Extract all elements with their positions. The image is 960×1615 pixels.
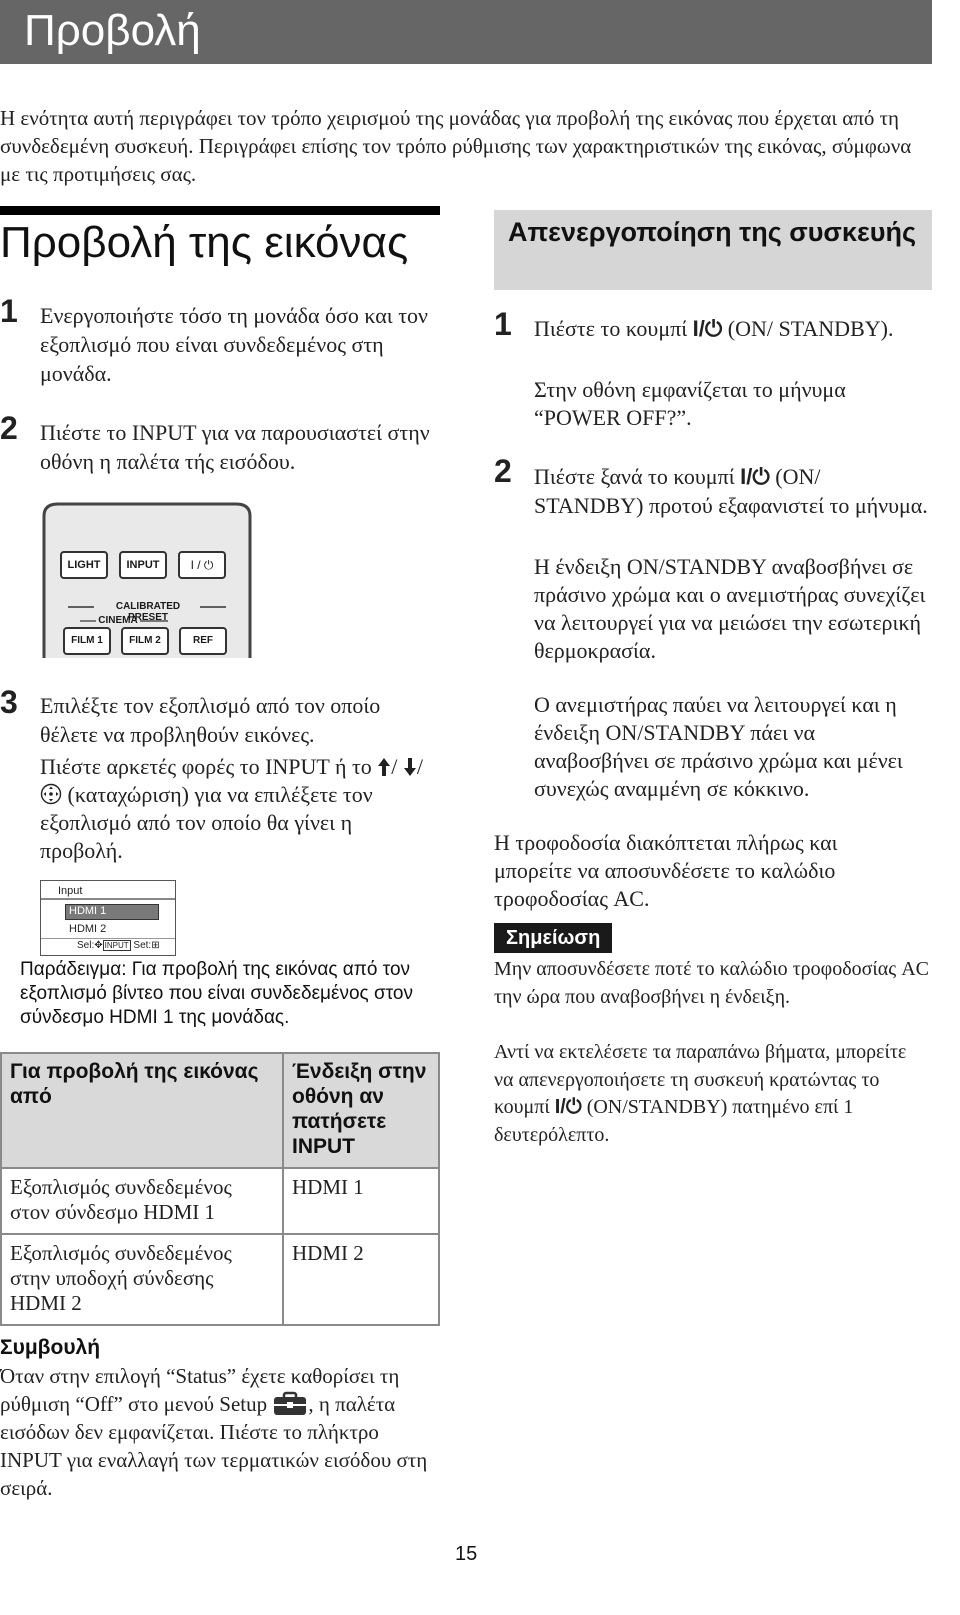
tip-text-a: Όταν στην επιλογή “Status” έχετε καθορίσει τη ρύθμιση “Off” στο μενού Setup [0,1364,400,1416]
step-number: 2 [0,410,18,446]
arrow-down-icon [403,757,417,777]
right-step2-text-b: (ON/ STANDBY) προτού εξαφανιστεί το μήνυμα. [534,464,928,518]
remote-ref-button: REF [193,635,213,646]
tip-title: Συμβουλή [0,1336,101,1359]
section-title-projection: Προβολή της εικόνας [0,218,409,267]
table-header-row [1,1053,439,1168]
intro-paragraph: Η ενότητα αυτή περιγράφει τον τρόπο χειρισμού της μονάδας για προβολή της εικόνας που έρχεται από τη συνδεδεμένη συσκευή. Περιγράφει επίσης τον τρόπο ρύθμισης των χαρακτηριστικών της εικόνας, σύμφωνα με τις προτιμήσεις σας. [0,106,912,186]
step-text: Επιλέξτε τον εξοπλισμό από τον οποίο θέλετε να προβληθούν εικόνες. [40,693,381,747]
remote-preset-label: CALIBRATED PRESET [115,601,181,623]
table-cell-display: HDMI 1 [283,1168,439,1234]
step3-text-a: Πιέστε αρκετές φορές το INPUT ή το [40,754,372,779]
step3-text-b: (καταχώριση) για να επιλέξετε τον εξοπλισμό από τον οποίο θα γίνει η προβολή. [40,782,373,863]
input-menu-footer-divider [41,938,175,939]
example-caption: Παράδειγμα: Για προβολή της εικόνας από τον εξοπλισμό βίντεο που είναι συνδεδεμένος στον σύνδεσμο HDMI 1 της μονάδας. [20,959,413,1028]
note-badge: Σημείωση [494,923,612,953]
remote-cinema-label: CINEMA [98,615,138,626]
remote-input-button: INPUT [126,559,160,571]
right-step2-sub1: Η ένδειξη ON/STANDBY αναβοσβήνει σε πράσινο χρώμα και ο ανεμιστήρας συνεχίζει να λειτουργεί για να μειώσει την εσωτερική θερμοκρασία. [534,554,926,663]
input-menu-sel-label: Sel: [77,940,95,951]
grid-icon: ⊞ [151,940,160,951]
section-title-power-off: Απενεργοποίηση της συσκευής [508,217,917,247]
step3-instructions: Πιέστε αρκετές φορές το INPUT ή το / / (καταχώριση) για να επιλέξετε τον εξοπλισμό από τον οποίο θα γίνει η προβολή. [40,754,424,863]
note-text-2 [494,1039,930,1149]
table-cell-source: Εξοπλισμός συνδεδεμένος στην υποδοχή σύνδεσης HDMI 2 [1,1234,283,1325]
power-button-icon: I/⏻ [554,1096,582,1118]
remote-light-button: LIGHT [67,559,101,571]
input-menu-item-hdmi2: HDMI 2 [69,923,107,935]
note-text-1: Μην αποσυνδέσετε ποτέ το καλώδιο τροφοδοσίας AC την ώρα που αναβοσβήνει η ένδειξη. [494,958,929,1008]
arrow-up-icon [377,757,391,777]
toolbox-icon [272,1391,308,1417]
remote-power-button: I / ⏻ [190,558,214,572]
right-step1-text-a: Πιέστε το κουμπί [534,316,688,341]
table-row [1,1234,439,1325]
step-text: Ενεργοποιήστε τόσο τη μονάδα όσο και τον εξοπλισμό που είναι συνδεδεμένος στη μονάδα. [40,303,428,386]
right-step1-sub: Στην οθόνη εμφανίζεται το μήνυμα “POWER OFF?”. [534,377,846,430]
remote-film1-button: FILM 1 [71,635,103,646]
step-text: Πιέστε το INPUT για να παρουσιαστεί στην οθόνη η παλέτα τής εισόδου. [40,420,430,474]
power-button-icon: I/⏻ [692,316,723,341]
note-text-2a: Αντί να εκτελέσετε τα παραπάνω βήματα, μπορείτε να απενεργοποιήσετε τη συσκευή κρατώντας το κουμπί [494,1041,907,1118]
power-button-icon: I/⏻ [740,464,770,489]
table-header-source: Για προβολή της εικόνας από [1,1053,283,1168]
remote-control-illustration [40,500,254,658]
step-number: 1 [494,306,512,342]
input-menu-footer [77,940,160,951]
step-number: 1 [0,293,18,329]
step-number: 3 [0,684,18,720]
right-step1-text [534,314,929,343]
table-cell-display: HDMI 2 [283,1234,439,1325]
input-menu-input-key: INPUT [104,941,129,950]
page-title: Προβολή [24,6,201,55]
table-header-display: Ένδειξη στην οθόνη αν πατήσετε INPUT [283,1053,439,1168]
right-step2-sub2: Ο ανεμιστήρας παύει να λειτουργεί και η ένδειξη ON/STANDBY πάει να αναβοσβήνει σε πράσινο χρώμα και μένει συνεχώς αναμμένη σε κόκκινο. [534,692,903,801]
input-menu-set-label: Set: [133,940,152,951]
power-disconnect-text: Η τροφοδοσία διακόπτεται πλήρως και μπορείτε να αποσυνδέσετε το καλώδιο τροφοδοσίας AC. [494,830,838,911]
right-step2-text-a: Πιέστε ξανά το κουμπί [534,464,735,489]
table-cell-source: Εξοπλισμός συνδεδεμένος στον σύνδεσμο HDMI 1 [1,1168,283,1234]
step-number: 2 [494,453,512,489]
input-table [0,1052,440,1326]
remote-film2-button: FILM 2 [129,635,161,646]
right-step1-text-b: (ON/ STANDBY). [727,316,894,341]
input-menu-divider [41,898,175,900]
section-rule [0,206,440,215]
input-menu-item-hdmi1: HDMI 1 [69,905,107,917]
right-step2-text [534,462,929,520]
dpad-icon: ✥ [94,940,103,951]
input-menu-title: Input [58,885,83,897]
input-palette-menu [40,880,176,956]
tip-text [0,1362,440,1502]
table-row [1,1168,439,1234]
page-number: 15 [455,1543,478,1565]
enter-dial-icon [40,783,62,805]
note-text-2b: (ON/STANDBY) πατημένο επί 1 δευτερόλεπτο. [494,1096,854,1146]
tip-text-b: , η παλέτα εισόδων δεν εμφανίζεται. Πιέστε το πλήκτρο INPUT για εναλλαγή των τερματικών εισόδου στη σειρά. [0,1392,428,1500]
